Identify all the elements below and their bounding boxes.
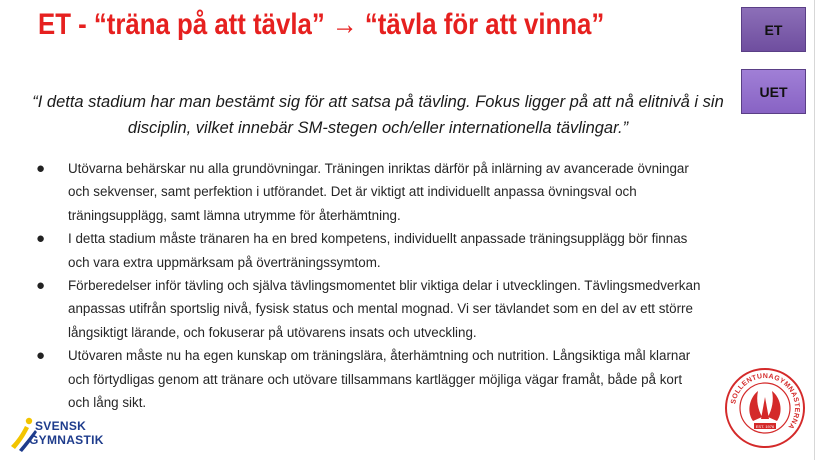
- bullet-icon: ●: [36, 230, 46, 248]
- bullet-item: [36, 157, 706, 227]
- stage-quote: “I detta stadium har man bestämt sig för att satsa på tävling. Fokus ligger på att nå elitnivå i sin disciplin, vilket innebär SM-stegen och/eller internationella tävlingar.”: [32, 93, 724, 137]
- slide-title: ET - “träna på att tävla” → “tävla för att vinna”: [38, 8, 605, 41]
- bullet-text: I detta stadium måste tränaren ha en bred kompetens, individuellt anpassade träningsupplägg bör finnas och vara extra uppmärksam på överträningssymtom.: [68, 231, 688, 270]
- et-button[interactable]: [741, 7, 806, 52]
- bullet-icon: ●: [36, 347, 46, 365]
- seal-ring-text: SOLLENTUNAGYMNASTERNA: [730, 372, 801, 431]
- uet-button[interactable]: [741, 69, 806, 114]
- bullet-item: [36, 344, 706, 414]
- bullet-item: [36, 274, 706, 344]
- svensk-gymnastik-logo: [9, 414, 139, 454]
- club-seal-logo: [724, 367, 806, 449]
- seal-year: EST. 1976: [755, 424, 775, 429]
- bullet-text: Utövaren måste nu ha egen kunskap om träningslära, återhämtning och nutrition. Långsiktiga mål klarnar och förtydligas genom att tränare och utövare tillsammans kartlägger möjliga vägar framåt, både på kort och lång sikt.: [68, 348, 691, 411]
- logo-line1: SVENSK: [35, 419, 87, 433]
- bullet-text: Utövarna behärskar nu alla grundövningar. Träningen inriktas därför på inlärning av avancerade övningar och sekvenser, samt perfektion i utförandet. Det är viktigt att individuellt anpassa övningsval och träningsupplägg, samt lämna utrymme för återhämtning.: [68, 161, 689, 223]
- bullet-text: Förberedelser inför tävling och själva tävlingsmomentet blir viktiga delar i utvecklingen. Tävlingsmedverkan anpassas utifrån sportslig nivå, fysisk status och mental mognad. Vi ser tävlandet som en del av ett större långsiktigt lärande, och fokuserar på utövarens insats och utveckling.: [68, 278, 701, 340]
- et-button-label: ET: [764, 21, 783, 38]
- logo-line2: GYMNASTIK: [29, 433, 104, 447]
- bullet-list: [36, 157, 706, 414]
- bullet-item: [36, 227, 706, 274]
- bullet-icon: ●: [36, 160, 46, 177]
- bullet-icon: ●: [36, 277, 46, 295]
- uet-button-label: UET: [759, 83, 788, 100]
